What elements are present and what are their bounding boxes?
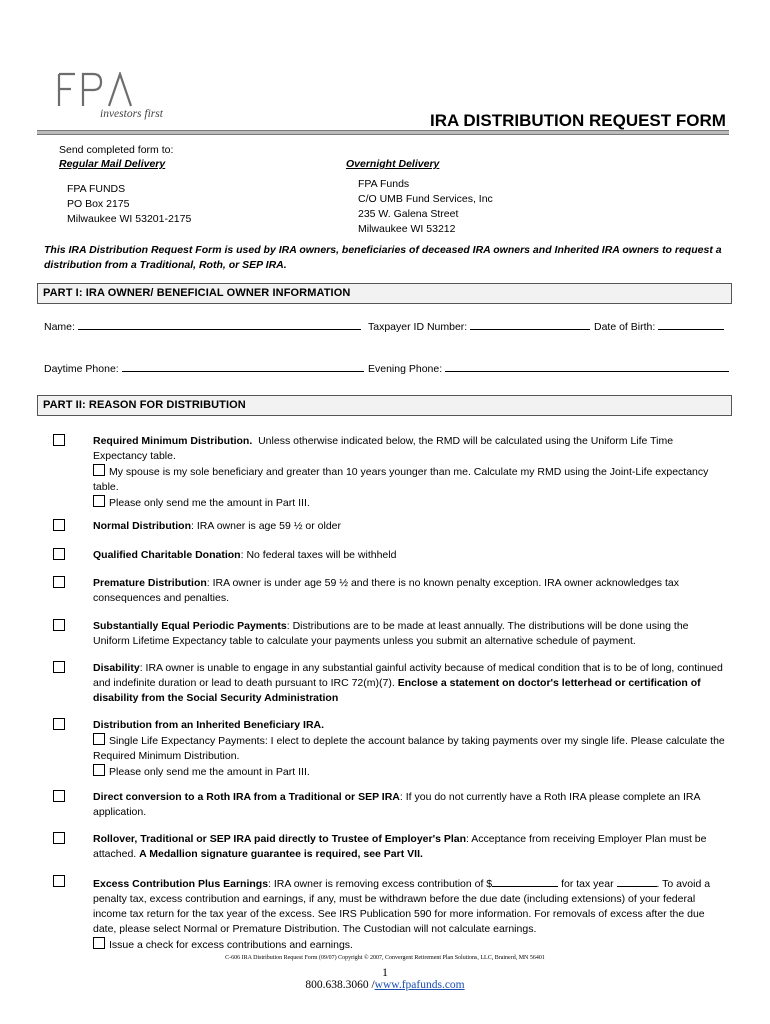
- sepp-checkbox[interactable]: [53, 619, 65, 631]
- inherited-item: Distribution from an Inherited Beneficiary IRA. Single Life Expectancy Payments: I elect to deplete the account balance by taking payments over my single life. Please calculate the Required Minimum Distribution. Please only send me the amount in Part III.: [93, 719, 725, 778]
- part1-header: PART I: IRA OWNER/ BENEFICIAL OWNER INFORMATION: [37, 283, 732, 304]
- page-number: 1: [382, 965, 388, 979]
- name-row: Name:: [44, 318, 361, 335]
- day-phone-row: Daytime Phone:: [44, 360, 364, 377]
- rollover-checkbox[interactable]: [53, 832, 65, 844]
- tagline: investors first: [100, 108, 163, 120]
- send-intro: Send completed form to:: [59, 144, 174, 156]
- regular-mail-label: Regular Mail Delivery: [59, 158, 166, 170]
- fpa-logo: [57, 72, 137, 113]
- disability-checkbox[interactable]: [53, 661, 65, 673]
- evening-phone-input[interactable]: [445, 360, 729, 372]
- contact-line: 800.638.3060 /www.fpafunds.com: [305, 979, 465, 991]
- eve-phone-row: Evening Phone:: [368, 360, 729, 377]
- rmd-checkbox[interactable]: [53, 434, 65, 446]
- tax-year-input[interactable]: [617, 875, 657, 887]
- normal-item: Normal Distribution: IRA owner is age 59 ½ or older: [93, 520, 342, 532]
- part2-header: PART II: REASON FOR DISTRIBUTION: [37, 395, 732, 416]
- dob-input[interactable]: [658, 318, 724, 330]
- excess-amount-input[interactable]: [492, 875, 558, 887]
- rollover-item: Rollover, Traditional or SEP IRA paid directly to Trustee of Employer's Plan: Acceptance from receiving Employer Plan must be attached. A Medallion signature guarantee is required, see Part VII.: [93, 833, 707, 860]
- overnight-label: Overnight Delivery: [346, 158, 440, 170]
- form-title: IRA DISTRIBUTION REQUEST FORM: [430, 111, 726, 130]
- normal-checkbox[interactable]: [53, 519, 65, 531]
- overnight-address: FPA Funds C/O UMB Fund Services, Inc 235 W. Galena Street Milwaukee WI 53212: [358, 178, 493, 235]
- excess-checkbox[interactable]: [53, 875, 65, 887]
- website-link[interactable]: www.fpafunds.com: [374, 979, 465, 991]
- premature-checkbox[interactable]: [53, 576, 65, 588]
- dob-row: Date of Birth:: [594, 318, 724, 335]
- roth-item: Direct conversion to a Roth IRA from a Traditional or SEP IRA: If you do not currently have a Roth IRA please complete an IRA application.: [93, 791, 701, 818]
- single-life-checkbox[interactable]: [93, 733, 105, 745]
- header-divider: [37, 130, 729, 135]
- rmd-item: Required Minimum Distribution. Unless otherwise indicated below, the RMD will be calculated using the Uniform Life Time Expectancy table. My spouse is my sole beneficiary and greater than 10 years younger than me. Calculate my RMD using the Joint-Life expectancy table. Please only send me the amount in Part III.: [93, 435, 709, 509]
- copyright-line: C-606 IRA Distribution Request Form (09/07) Copyright © 2007, Convergent Retirement Plan Solutions, LLC, Brainerd, MN 56401: [225, 955, 545, 961]
- name-input[interactable]: [78, 318, 361, 330]
- premature-item: Premature Distribution: IRA owner is under age 59 ½ and there is no known penalty exception. IRA owner acknowledges tax consequences and penalties.: [93, 577, 679, 604]
- taxpayer-id-input[interactable]: [470, 318, 590, 330]
- roth-checkbox[interactable]: [53, 790, 65, 802]
- charitable-item: Qualified Charitable Donation: No federal taxes will be withheld: [93, 549, 397, 561]
- excess-item: Excess Contribution Plus Earnings: IRA owner is removing excess contribution of $ for tax year . To avoid a penalty tax, excess contribution and earnings, if any, must be withdrawn before the due date (including extensions) of your federal income tax return for the tax year of the excess. See IRS Publication 590 for more information. For removals of excess after the due date, please select Normal or Premature Distribution. The Custodian will not calculate earnings. Issue a check for excess contributions and earnings.: [93, 875, 725, 953]
- form-description: This IRA Distribution Request Form is used by IRA owners, beneficiaries of deceased IRA owners and Inherited IRA owners to request a distribution from a Traditional, Roth, or SEP IRA.: [44, 244, 722, 271]
- joint-life-checkbox[interactable]: [93, 464, 105, 476]
- charitable-checkbox[interactable]: [53, 548, 65, 560]
- inherited-checkbox[interactable]: [53, 718, 65, 730]
- daytime-phone-input[interactable]: [122, 360, 364, 372]
- ssn-row: Taxpayer ID Number:: [368, 318, 590, 335]
- sepp-item: Substantially Equal Periodic Payments: Distributions are to be made at least annually. The distributions will be done using the Uniform Lifetime Expectancy table to calculate your payments unless you submit an alternative schedule of payment.: [93, 620, 689, 647]
- inherited-partIII-checkbox[interactable]: [93, 764, 105, 776]
- regular-address: FPA FUNDS PO Box 2175 Milwaukee WI 53201-2175: [67, 183, 192, 225]
- rmd-partIII-checkbox[interactable]: [93, 495, 105, 507]
- excess-check-checkbox[interactable]: [93, 937, 105, 949]
- disability-item: Disability: IRA owner is unable to engage in any substantial gainful activity because of medical condition that is to be of long, continued and indefinite duration or lead to death pursuant to IRC 72(m)(7). Enclose a statement on doctor's letterhead or certification of disability from the Social Security Administration: [93, 662, 723, 704]
